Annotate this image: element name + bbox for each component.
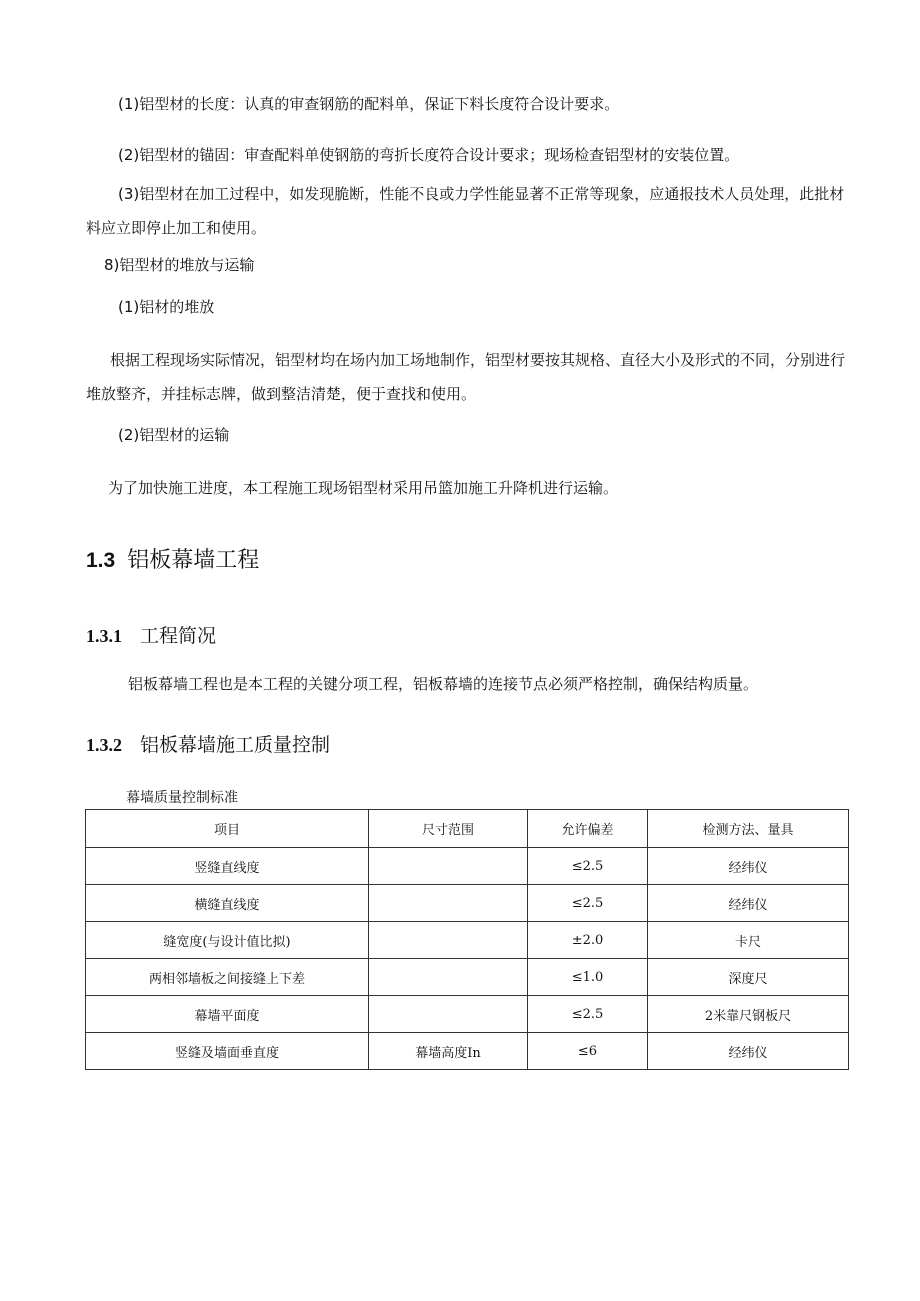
table-row: [86, 885, 849, 922]
cell-item: 两相邻墙板之间接缝上下差: [86, 959, 369, 996]
paragraph-storage-transport: 8)铝型材的堆放与运输: [104, 256, 255, 274]
paragraph-storage: (1)铝材的堆放: [118, 298, 215, 316]
header-method: 检测方法、量具: [648, 810, 849, 848]
section-title: 铝板幕墙施工质量控制: [140, 734, 331, 756]
quality-standard-table: [85, 809, 849, 1070]
paragraph-site-storage: 根据工程现场实际情况，铝型材均在场内加工场地制作，铝型材要按其规格、直径大小及形式的不同，分别进行堆放整齐，并挂标志牌，做到整洁清楚，便于查找和使用。: [86, 351, 846, 403]
section-title: 铝板幕墙工程: [127, 548, 260, 573]
section-number: 1.3: [86, 549, 116, 572]
table-header-row: [86, 810, 849, 848]
table-row: [86, 922, 849, 959]
cell-method: 深度尺: [648, 959, 849, 996]
paragraph-length: (1)铝型材的长度：认真的审查钢筋的配料单，保证下料长度符合设计要求。: [118, 95, 620, 113]
section-heading-1-3: [86, 546, 259, 576]
section-title: 工程简况: [140, 625, 217, 647]
paragraph-overview: 铝板幕墙工程也是本工程的关键分项工程，铝板幕墙的连接节点必须严格控制，确保结构质量。: [128, 675, 759, 693]
paragraph-transport: (2)铝型材的运输: [118, 426, 230, 444]
cell-item: 缝宽度(与设计值比拟): [86, 922, 369, 959]
cell-size-range: [369, 922, 528, 959]
cell-method: 经纬仪: [648, 885, 849, 922]
cell-tolerance: ≤2.5: [528, 848, 648, 885]
paragraph-processing: (3)铝型材在加工过程中，如发现脆断，性能不良或力学性能显著不正常等现象，应通报技术人员处理，此批材料应立即停止加工和使用。: [86, 185, 845, 237]
cell-item: 竖缝直线度: [86, 848, 369, 885]
cell-tolerance: ≤1.0: [528, 959, 648, 996]
table-row: [86, 1033, 849, 1070]
cell-item: 横缝直线度: [86, 885, 369, 922]
header-size-range: 尺寸范围: [369, 810, 528, 848]
cell-item: 竖缝及墙面垂直度: [86, 1033, 369, 1070]
cell-method: 经纬仪: [648, 1033, 849, 1070]
cell-item: 幕墙平面度: [86, 996, 369, 1033]
paragraph-anchoring: (2)铝型材的锚固：审查配料单使钢筋的弯折长度符合设计要求；现场检查铝型材的安装位置。: [118, 146, 740, 164]
cell-size-range: [369, 959, 528, 996]
cell-size-range: [369, 885, 528, 922]
table-row: [86, 959, 849, 996]
section-number: 1.3.1: [86, 626, 122, 646]
cell-tolerance: ≤6: [528, 1033, 648, 1070]
section-number: 1.3.2: [86, 735, 122, 755]
cell-size-range: 幕墙高度In: [369, 1033, 528, 1070]
cell-method: 卡尺: [648, 922, 849, 959]
cell-size-range: [369, 996, 528, 1033]
cell-method: 2米靠尺钢板尺: [648, 996, 849, 1033]
cell-tolerance: ≤2.5: [528, 885, 648, 922]
table-caption: 幕墙质量控制标准: [126, 790, 238, 806]
cell-method: 经纬仪: [648, 848, 849, 885]
paragraph-transport-method: 为了加快施工进度，本工程施工现场铝型材采用吊篮加施工升降机进行运输。: [108, 479, 619, 497]
table-row: [86, 848, 849, 885]
cell-tolerance: ±2.0: [528, 922, 648, 959]
section-heading-1-3-1: [86, 622, 216, 650]
cell-tolerance: ≤2.5: [528, 996, 648, 1033]
table-row: [86, 996, 849, 1033]
section-heading-1-3-2: [86, 731, 330, 759]
header-item: 项目: [86, 810, 369, 848]
cell-size-range: [369, 848, 528, 885]
header-tolerance: 允许偏差: [528, 810, 648, 848]
